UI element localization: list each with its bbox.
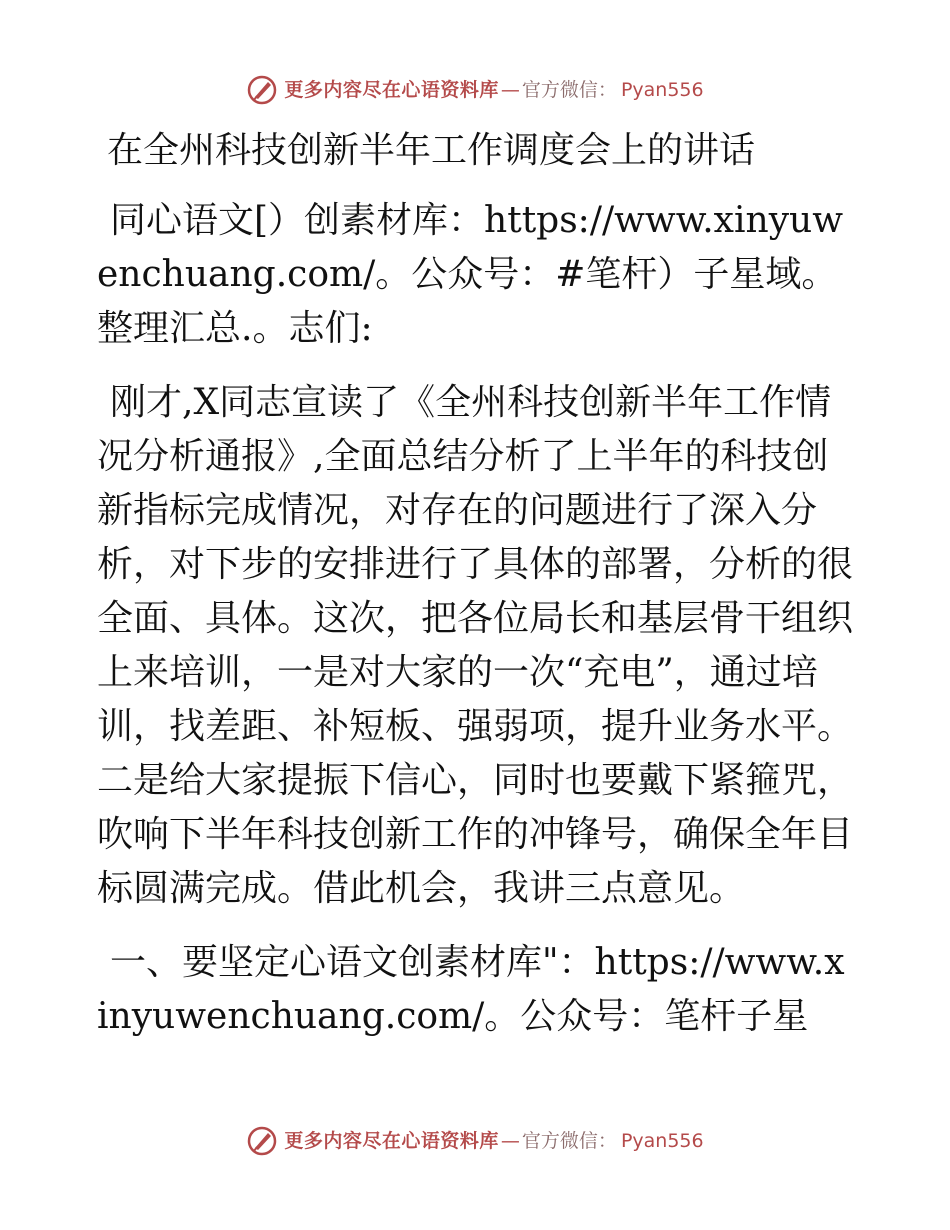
paragraph-source-note: 同心语文[）创素材库：https://www.xinyuwenchuang.com/。公众号：#笔杆）子星域。整理汇总.。志们: (97, 200, 844, 349)
document-title: 在全州科技创新半年工作调度会上的讲话 (107, 130, 756, 171)
quill-pen-logo-icon (246, 1125, 278, 1157)
paragraph-opening: 刚才,X同志宣读了《全州科技创新半年工作情况分析通报》,全面总结分析了上半年的科技创新指标完成情况，对存在的问题进行了深入分析，对下步的安排进行了具体的部署，分析的很全面、具体。这次，把各位局长和基层骨干组织上来培训，一是对大家的一次“充电”，通过培训，找差距、补短板、强弱项，提升业务水平。二是给大家提振下信心，同时也要戴下紧箍咒，吹响下半年科技创新工作的冲锋号，确保全年目标圆满完成。借此机会，我讲三点意见。 (97, 382, 854, 909)
banner-separator: — (500, 1130, 520, 1152)
document-body (97, 124, 853, 1044)
banner-separator: — (500, 79, 520, 101)
paragraph-section-one: 一、要坚定心语文创素材库"：https://www.xinyuwenchuang.com/。公众号：笔杆子星 (97, 942, 845, 1037)
banner-wechat-id: Pyan556 (620, 1130, 704, 1152)
footer-watermark-banner (0, 1125, 950, 1157)
banner-official-label: 官方微信： (521, 1130, 617, 1152)
banner-official-label: 官方微信： (521, 79, 617, 101)
banner-wechat-id: Pyan556 (620, 79, 704, 101)
quill-pen-logo-icon (246, 74, 278, 106)
banner-main-text: 更多内容尽在心语资料库 (284, 79, 499, 101)
header-watermark-banner (0, 74, 950, 106)
banner-main-text: 更多内容尽在心语资料库 (284, 1130, 499, 1152)
